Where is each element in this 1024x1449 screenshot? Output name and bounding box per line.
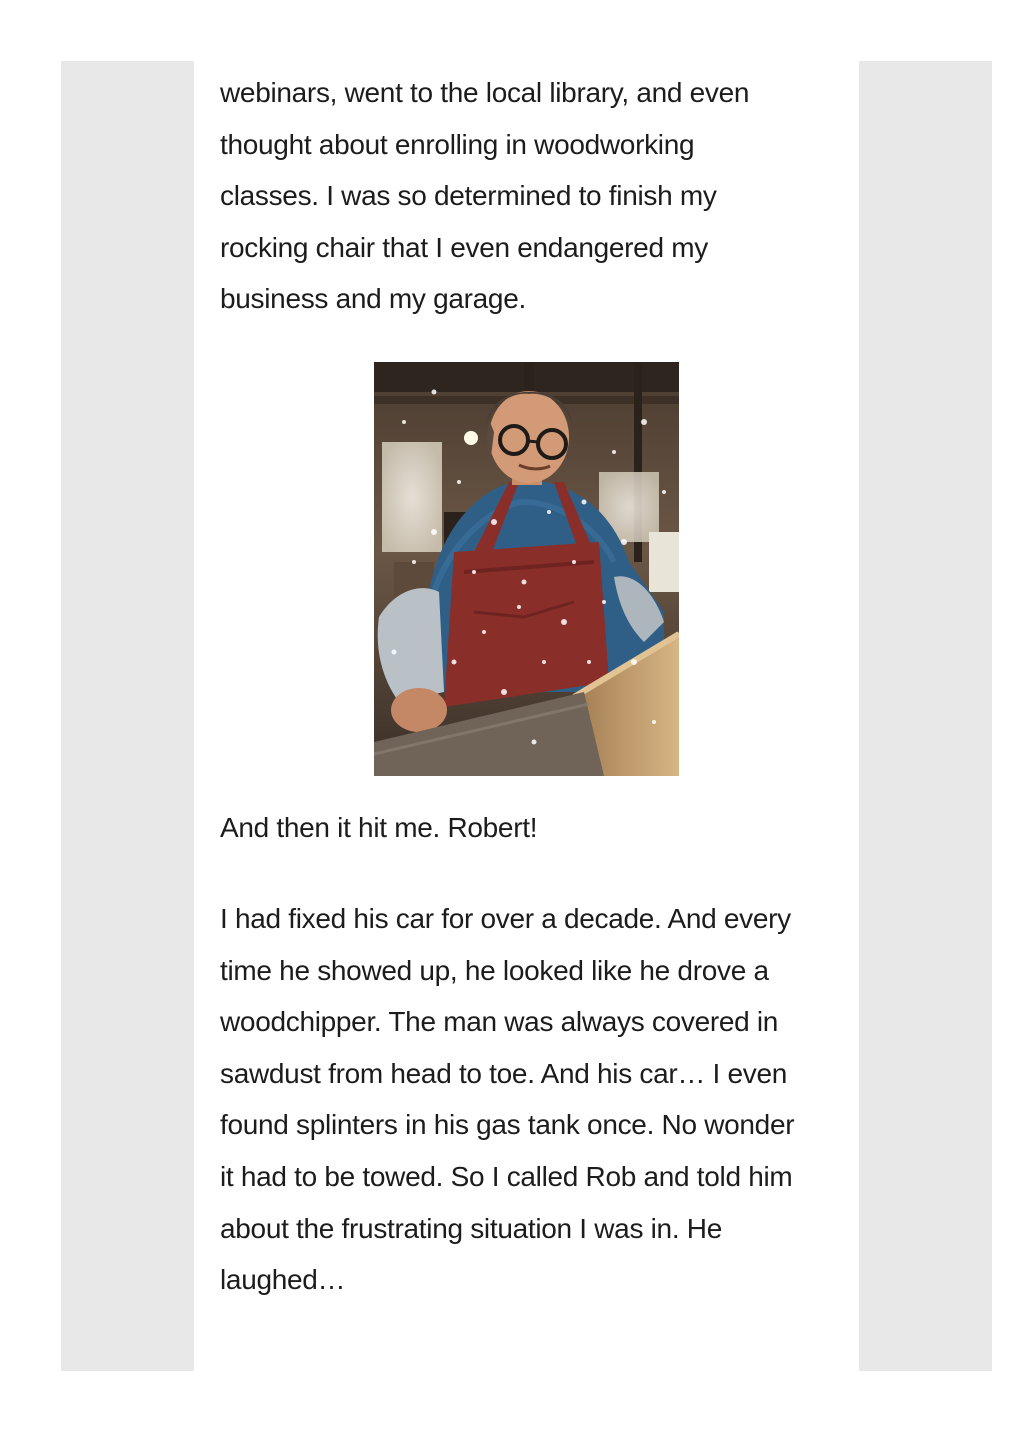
paragraph-webinars: webinars, went to the local library, and even thought about enrolling in woodworking classes. I was so determined to finish my rocking chair that I even endangered my business and my garage. — [220, 77, 750, 315]
right-margin-panel — [859, 61, 992, 1371]
left-margin-panel — [61, 61, 194, 1371]
paragraph-fixed-car: I had fixed his car for over a decade. And every time he showed up, he looked like he drove a woodchipper. The man was always covered in sawdust from head to toe. And his car… I even found splinters in his gas tank once. No wonder it had to be towed. So I called Rob and told him about the frustrating situation I was in. He laughed… — [220, 903, 795, 1296]
article-body — [194, 61, 859, 1371]
woodworker-photo — [374, 362, 679, 776]
woodworker-photo-illustration — [374, 362, 679, 776]
paragraph-robert: And then it hit me. Robert! — [220, 812, 538, 843]
